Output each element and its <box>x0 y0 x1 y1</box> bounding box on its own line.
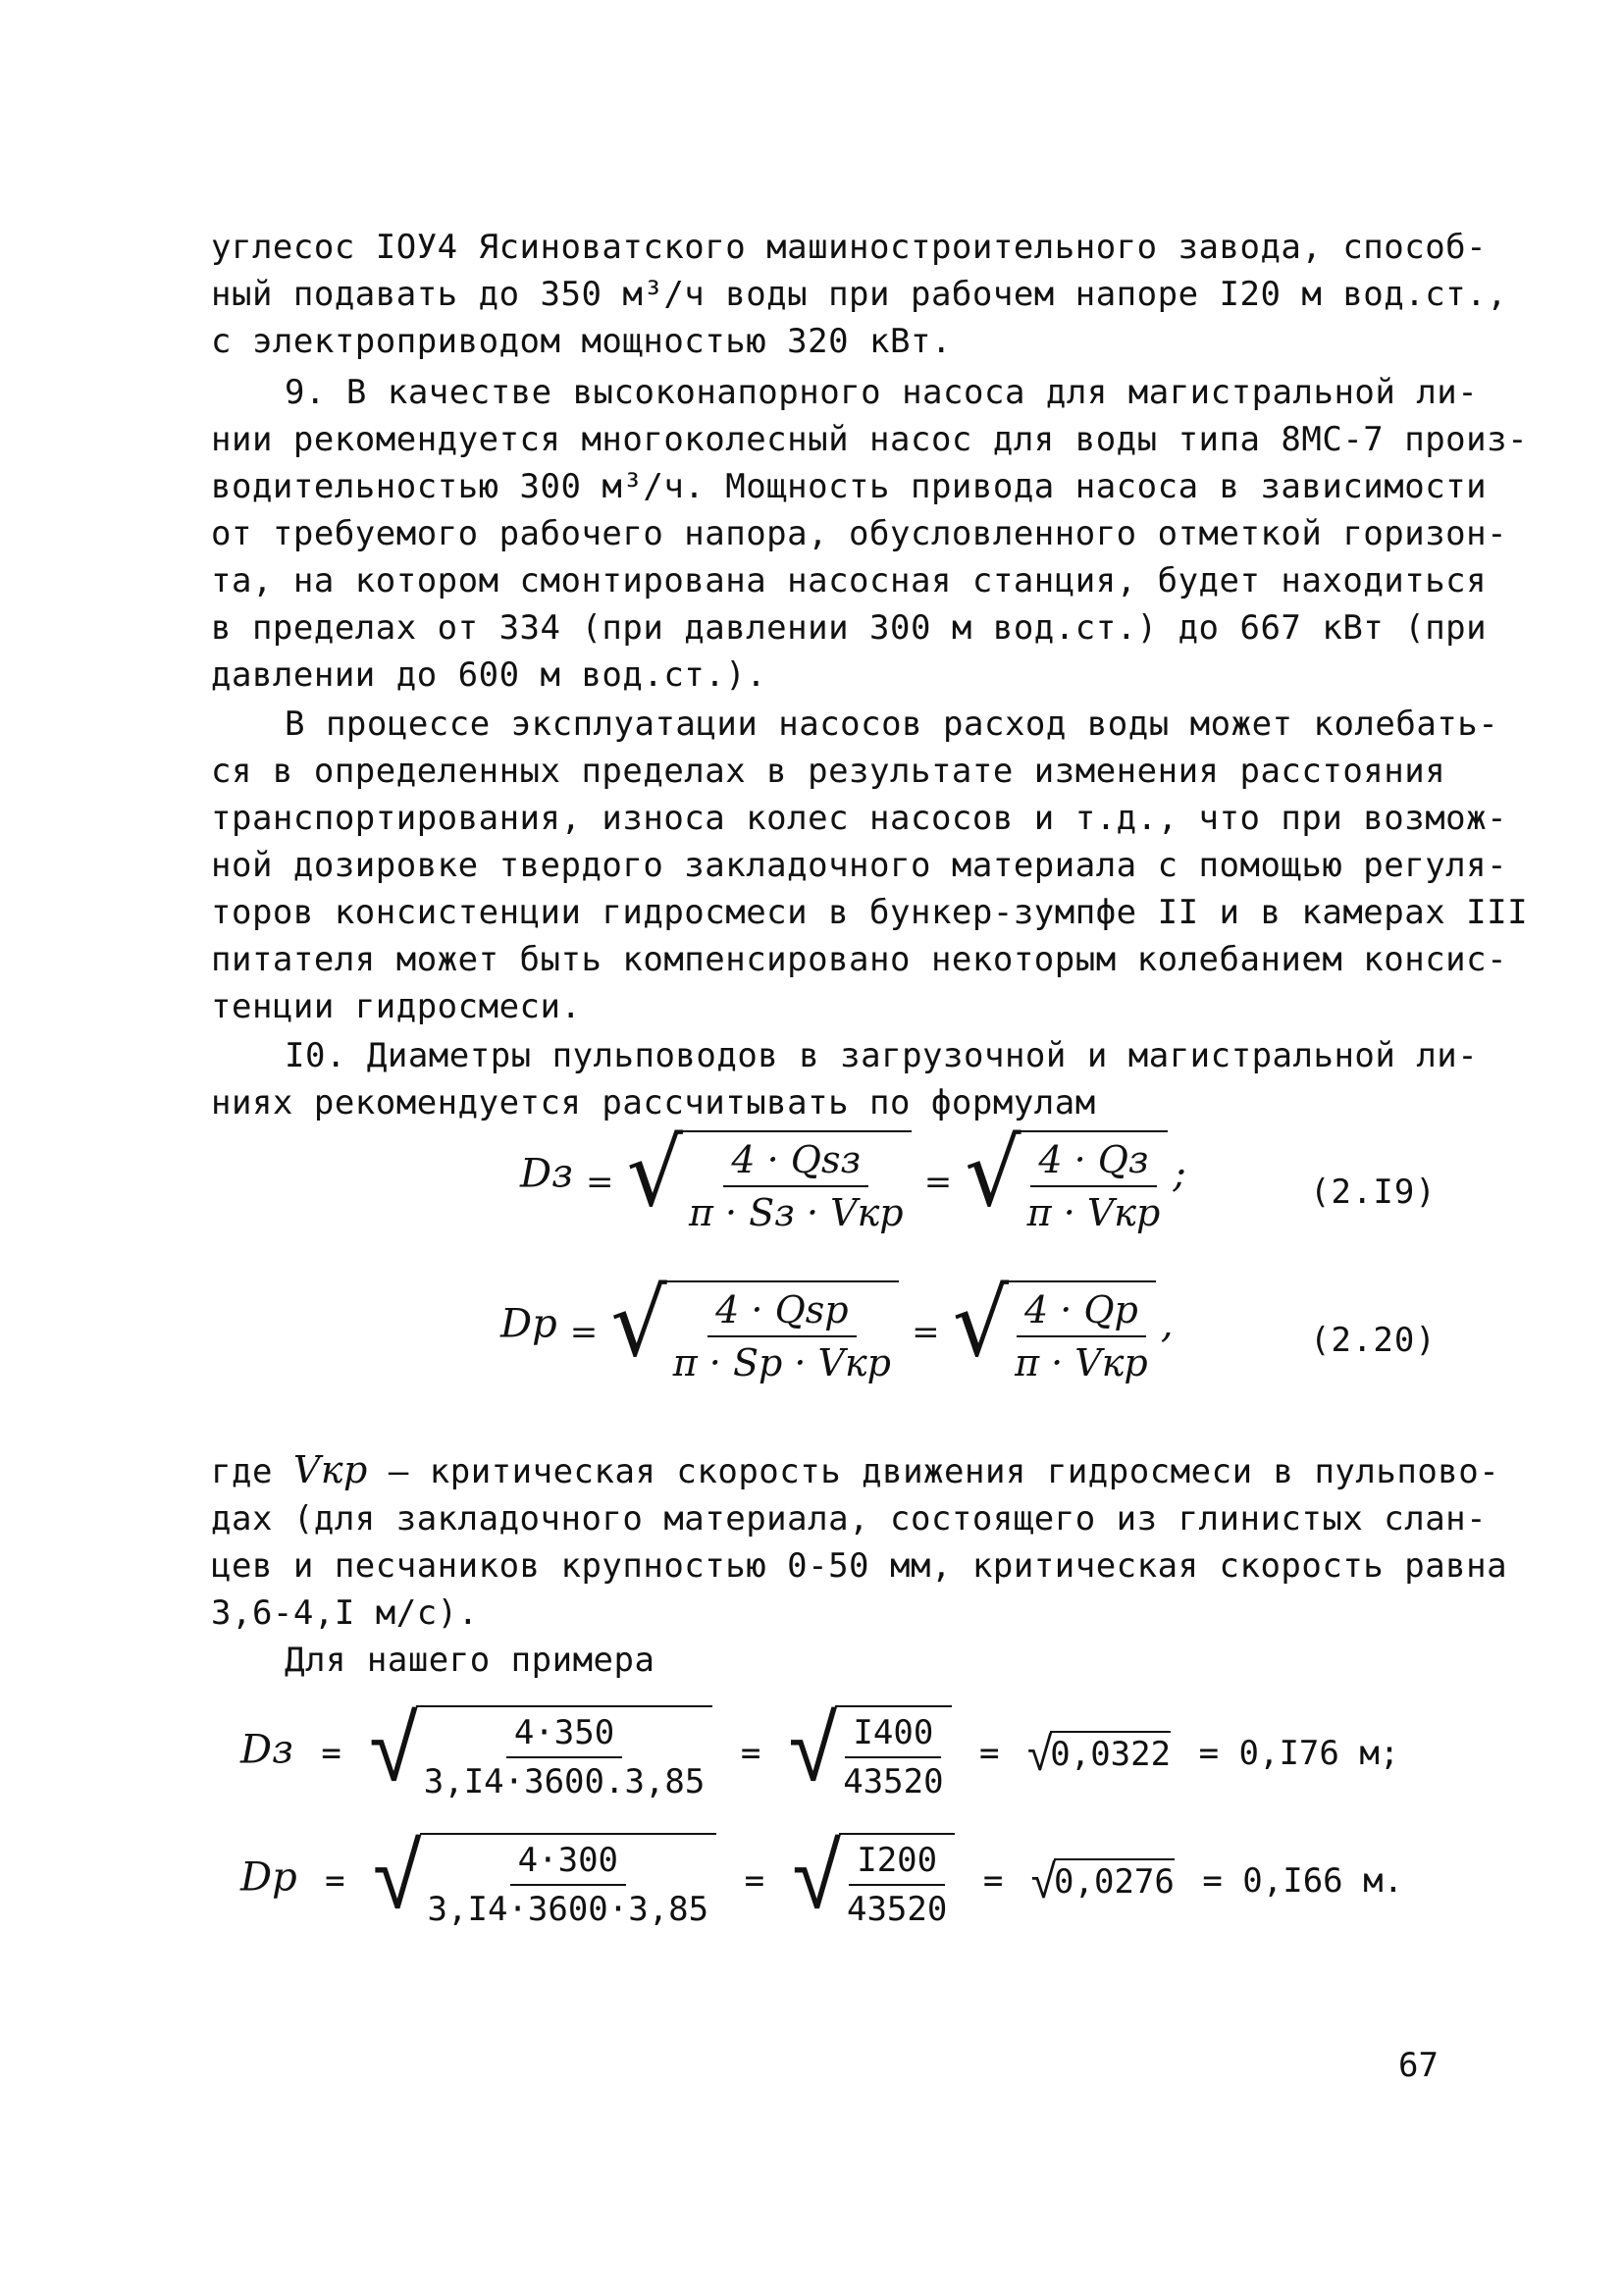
numerator: 4·350 <box>506 1713 622 1758</box>
sqrt-expression: √ $\frac{\text{4 · Qsр}}{\text{π · Sр · Vкр}}$ <box>610 1280 899 1384</box>
equation-number: (2.20) <box>1310 1321 1437 1360</box>
text-line: углесос IОУ4 Ясиноватского машиностроительного завода, способ- <box>211 228 1488 267</box>
sqrt-expression: √ 0,0322 <box>1027 1725 1172 1782</box>
symbol-vkr: Vкр <box>292 1448 368 1491</box>
result: = 0,I76 м; <box>1198 1734 1400 1773</box>
text-line: давлении до 600 м вод.ст.). <box>211 655 767 695</box>
text-line <box>211 1446 1500 1495</box>
sqrt-expression: √ $\frac{4 \cdot Qз}{\text{π · Vкр}}$ <box>965 1130 1168 1234</box>
formula-lhs: Dр <box>500 1301 557 1347</box>
text-line: I0. Диаметры пульповодов в загрузочной и магистральной ли- <box>285 1036 1479 1075</box>
text-line: транспортирования, износа колес насосов и т.д., что при возмож- <box>211 799 1508 838</box>
text-line: водительностью 300 м³/ч. Мощность привода насоса в зависимости <box>211 467 1488 506</box>
calculation-dz: Dз = √ $\frac{4\cdot 350}{3,I4\cdot 3600.3,85}$ = √ $\frac{I400}{43520}$ = √ 0,0322 = 0,I76 м; <box>240 1695 1400 1803</box>
text-line: ный подавать до 350 м³/ч воды при рабочем напоре I20 м вод.ст., <box>211 275 1508 314</box>
fraction <box>839 1841 955 1929</box>
sqrt-expression: √ $\frac{4\cdot 300}{3,I4\cdot 3600\cdot 3,85}$ <box>373 1833 716 1929</box>
equation-number: (2.I9) <box>1310 1173 1437 1212</box>
paragraph-item-10 <box>211 1032 1479 1126</box>
denominator: 3,I4·3600.3,85 <box>423 1762 706 1801</box>
formula-lhs: Dз <box>520 1151 573 1197</box>
denominator: π · Vкр <box>1015 1341 1148 1384</box>
sqrt-expression: √ $\frac{4 \cdot Qр}{\text{π · Vкр}}$ <box>953 1280 1156 1384</box>
formula-tail: , <box>1160 1301 1174 1347</box>
numerator: I200 <box>849 1841 945 1886</box>
denominator: π · Sр · Vкр <box>672 1341 892 1384</box>
page-number: 67 <box>1398 2046 1439 2085</box>
paragraph-pump-intro <box>211 224 1508 365</box>
text-line: цев и песчаников крупностью 0-50 мм, критическая скорость равна <box>211 1546 1508 1586</box>
sqrt-expression: √ $\frac{I400}{43520}$ <box>789 1705 952 1801</box>
formula-2-20: Dр = √ $\frac{\text{4 · Qsр}}{\text{π · Sр · Vкр}}$ = √ $\frac{4 \cdot Qр}{\text{π · Vкр}}$ , <box>500 1269 1174 1384</box>
sqrt-expression: √ 0,0276 <box>1030 1852 1175 1909</box>
fraction <box>416 1713 713 1801</box>
denominator: 3,I4·3600·3,85 <box>427 1890 709 1929</box>
numerator: I400 <box>845 1713 941 1758</box>
fraction <box>835 1713 951 1801</box>
sqrt-expression: √ $\frac{\text{4 · Qsз}}{\text{π · Sз · Vкр}}$ <box>627 1130 912 1234</box>
text-line: дах (для закладочного материала, состоящего из глинистых слан- <box>211 1499 1488 1539</box>
paragraph-critical-speed <box>211 1446 1508 1637</box>
text-line: та, на котором смонтирована насосная станция, будет находиться <box>211 561 1488 600</box>
fraction <box>665 1288 899 1384</box>
text-line: от требуемого рабочего напора, обусловленного отметкой горизон- <box>211 514 1508 553</box>
calculation-dr: Dр = √ $\frac{4\cdot 300}{3,I4\cdot 3600\cdot 3,85}$ = √ $\frac{I200}{43520}$ = √ 0,0276 = 0,I66 м. <box>240 1822 1404 1931</box>
denominator: 43520 <box>843 1762 944 1801</box>
text-line: ся в определенных пределах в результате изменения расстояния <box>211 752 1446 791</box>
text-line: В процессе эксплуатации насосов расход воды может колебать- <box>285 704 1499 744</box>
denominator: 43520 <box>846 1890 948 1929</box>
numerator: 4 · Qsз <box>723 1138 868 1187</box>
formula-lhs: Dз <box>240 1727 293 1773</box>
formula-2-19: Dз = √ $\frac{\text{4 · Qsз}}{\text{π · Sз · Vкр}}$ = √ $\frac{4 \cdot Qз}{\text{π · Vкр}}$ ; <box>520 1119 1186 1234</box>
denominator: π · Vкр <box>1026 1191 1161 1234</box>
text-line: Для нашего примера <box>285 1641 655 1680</box>
paragraph-example <box>211 1637 1447 1684</box>
paragraph-item-9 <box>211 369 1529 699</box>
fraction <box>681 1138 912 1234</box>
radicand: 0,0276 <box>1054 1858 1175 1904</box>
numerator: 4 · Qsр <box>707 1288 856 1337</box>
paragraph-operation <box>211 701 1529 1030</box>
text-line: ной дозировке твердого закладочного материала с помощью регуля- <box>211 846 1508 885</box>
numerator: 4 · Qр <box>1017 1288 1146 1337</box>
sqrt-expression: √ $\frac{4\cdot 350}{3,I4\cdot 3600.3,85}$ <box>369 1705 712 1801</box>
fraction <box>420 1841 717 1929</box>
fraction <box>1020 1138 1169 1234</box>
text-line: тенции гидросмеси. <box>211 987 582 1026</box>
radicand: 0,0322 <box>1050 1731 1171 1776</box>
sqrt-expression: √ $\frac{I200}{43520}$ <box>793 1833 956 1929</box>
denominator: π · Sз · Vкр <box>688 1191 904 1234</box>
formula-tail: ; <box>1173 1151 1186 1197</box>
text-line: 9. В качестве высоконапорного насоса для магистральной ли- <box>285 373 1479 412</box>
text-line: ниях рекомендуется рассчитывать по формулам <box>211 1083 1096 1122</box>
text-line: питателя может быть компенсировано некоторым колебанием консис- <box>211 940 1508 979</box>
text-fragment: – критическая скорость движения гидросмеси в пульпово- <box>367 1452 1500 1491</box>
numerator: 4 · Qз <box>1030 1138 1156 1187</box>
text-line: торов консистенции гидросмеси в бункер-зумпфе II и в камерах III <box>211 893 1529 932</box>
fraction <box>1007 1288 1156 1384</box>
text-line: 3,6-4,I м/с). <box>211 1593 479 1633</box>
formula-lhs: Dр <box>240 1854 297 1901</box>
text-line: с электроприводом мощностью 320 кВт. <box>211 322 952 361</box>
result: = 0,I66 м. <box>1202 1861 1404 1901</box>
text-fragment: где <box>211 1452 293 1491</box>
numerator: 4·300 <box>510 1841 626 1886</box>
text-line: нии рекомендуется многоколесный насос для воды типа 8МС-7 произ- <box>211 420 1529 459</box>
text-line: в пределах от 334 (при давлении 300 м вод.ст.) до 667 кВт (при <box>211 608 1488 648</box>
